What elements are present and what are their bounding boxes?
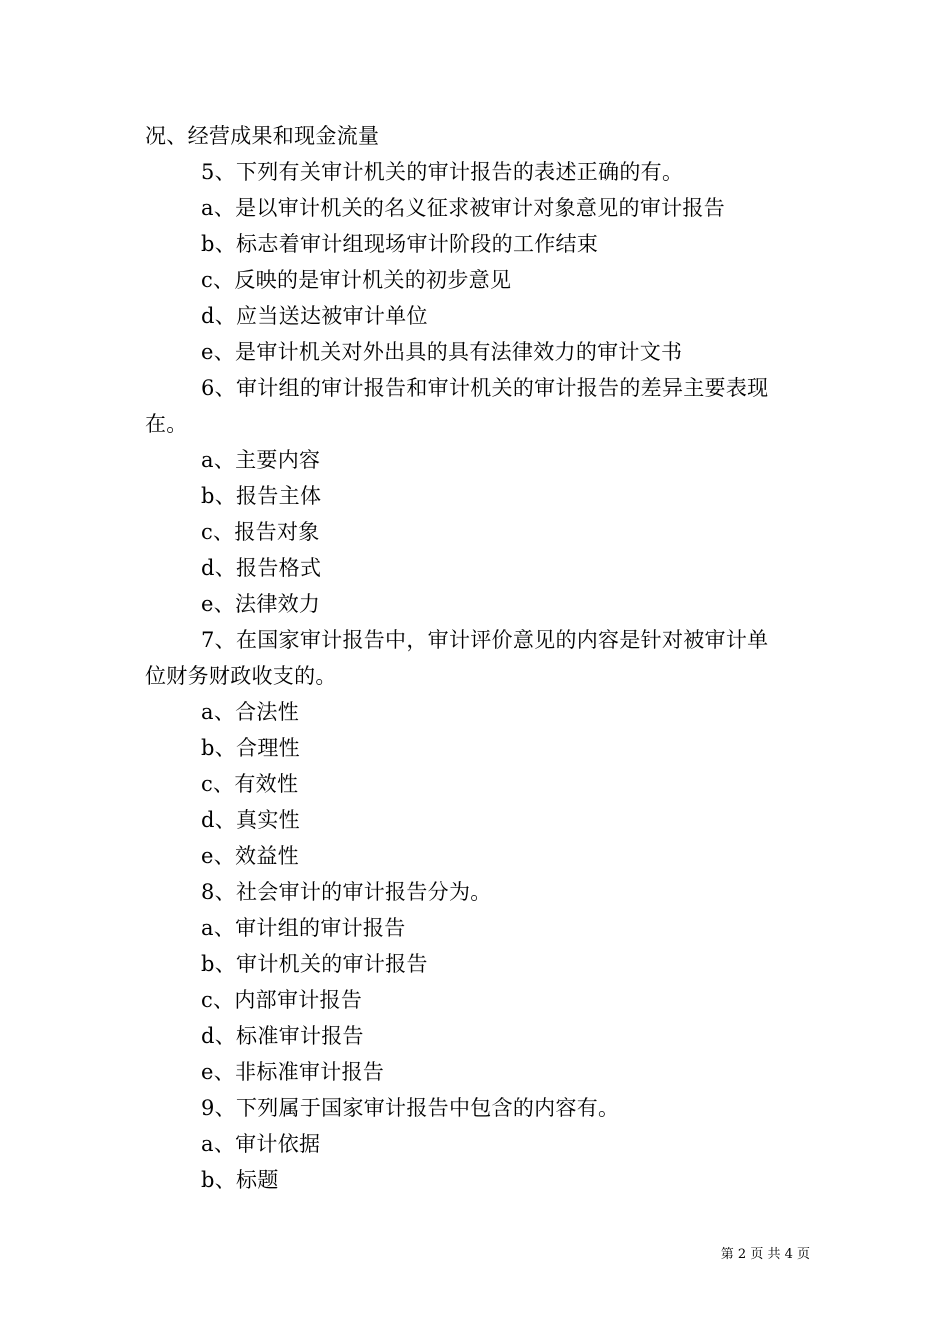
- text-line: b、审计机关的审计报告: [201, 952, 428, 976]
- text-line: d、真实性: [201, 808, 300, 832]
- text-line: e、效益性: [201, 844, 299, 868]
- text-line: b、标志着审计组现场审计阶段的工作结束: [201, 232, 599, 256]
- text-line: 5、下列有关审计机关的审计报告的表述正确的有。: [201, 160, 684, 184]
- text-line: e、非标准审计报告: [201, 1060, 385, 1084]
- text-line: d、报告格式: [201, 556, 322, 580]
- text-line: a、审计组的审计报告: [201, 916, 406, 940]
- text-line: 况、经营成果和现金流量: [145, 124, 380, 148]
- text-line: d、标准审计报告: [201, 1024, 364, 1048]
- text-line: 8、社会审计的审计报告分为。: [201, 880, 492, 904]
- text-line: 位财务财政收支的。: [145, 664, 337, 688]
- text-line: a、审计依据: [201, 1132, 321, 1156]
- text-line: b、报告主体: [201, 484, 322, 508]
- text-line: c、报告对象: [201, 520, 320, 544]
- text-line: b、标题: [201, 1168, 279, 1192]
- text-line: a、是以审计机关的名义征求被审计对象意见的审计报告: [201, 196, 726, 220]
- text-line: 6、审计组的审计报告和审计机关的审计报告的差异主要表现: [201, 376, 769, 400]
- text-line: e、法律效力: [201, 592, 321, 616]
- text-line: b、合理性: [201, 736, 300, 760]
- text-line: c、内部审计报告: [201, 988, 363, 1012]
- text-line: 7、在国家审计报告中，审计评价意见的内容是针对被审计单: [201, 628, 769, 652]
- text-line: 在。: [145, 412, 188, 436]
- text-line: e、是审计机关对外出具的具有法律效力的审计文书: [201, 340, 683, 364]
- text-line: a、主要内容: [201, 448, 321, 472]
- body-text: [145, 118, 809, 1198]
- text-line: 9、下列属于国家审计报告中包含的内容有。: [201, 1096, 620, 1120]
- page-footer: 第 2 页 共 4 页: [720, 1247, 810, 1262]
- text-line: c、有效性: [201, 772, 299, 796]
- text-line: a、合法性: [201, 700, 300, 724]
- text-line: c、反映的是审计机关的初步意见: [201, 268, 512, 292]
- text-line: d、应当送达被审计单位: [201, 304, 428, 328]
